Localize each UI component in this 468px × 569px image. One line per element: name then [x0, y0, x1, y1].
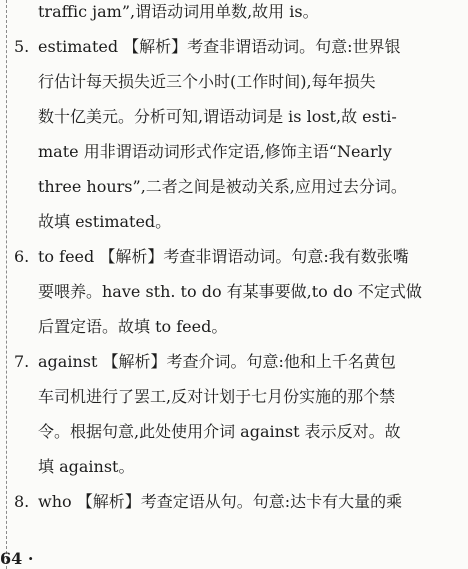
item-number: 8.: [14, 492, 30, 511]
text-line: 要喂养。have sth. to do 有某事要做,to do 不定式做: [38, 282, 422, 301]
text-line: 数十亿美元。分析可知,谓语动词是 is lost,故 esti-: [38, 107, 397, 126]
item-number: 7.: [14, 352, 30, 371]
page-number: 64 ·: [0, 549, 34, 568]
text-line: traffic jam”,谓语动词用单数,故用 is。: [38, 2, 319, 21]
binding-margin-dashed-line: [6, 0, 7, 569]
text-line: three hours”,二者之间是被动关系,应用过去分词。: [38, 177, 407, 196]
text-line: who 【解析】考查定语从句。句意:达卡有大量的乘: [38, 492, 403, 511]
text-line: 填 against。: [38, 457, 135, 476]
text-line: 故填 estimated。: [38, 212, 172, 231]
text-line: 后置定语。故填 to feed。: [38, 317, 228, 336]
text-line: mate 用非谓语动词形式作定语,修饰主语“Nearly: [38, 142, 392, 161]
text-line: estimated 【解析】考查非谓语动词。句意:世界银: [38, 37, 401, 56]
text-line: 行估计每天损失近三个小时(工作时间),每年损失: [38, 72, 376, 91]
text-line: 车司机进行了罢工,反对计划于七月份实施的那个禁: [38, 387, 396, 406]
text-line: against 【解析】考查介词。句意:他和上千名黄包: [38, 352, 396, 371]
text-line: 令。根据句意,此处使用介词 against 表示反对。故: [38, 422, 401, 441]
text-line: to feed 【解析】考查非谓语动词。句意:我有数张嘴: [38, 247, 409, 266]
item-number: 5.: [14, 37, 30, 56]
item-number: 6.: [14, 247, 30, 266]
